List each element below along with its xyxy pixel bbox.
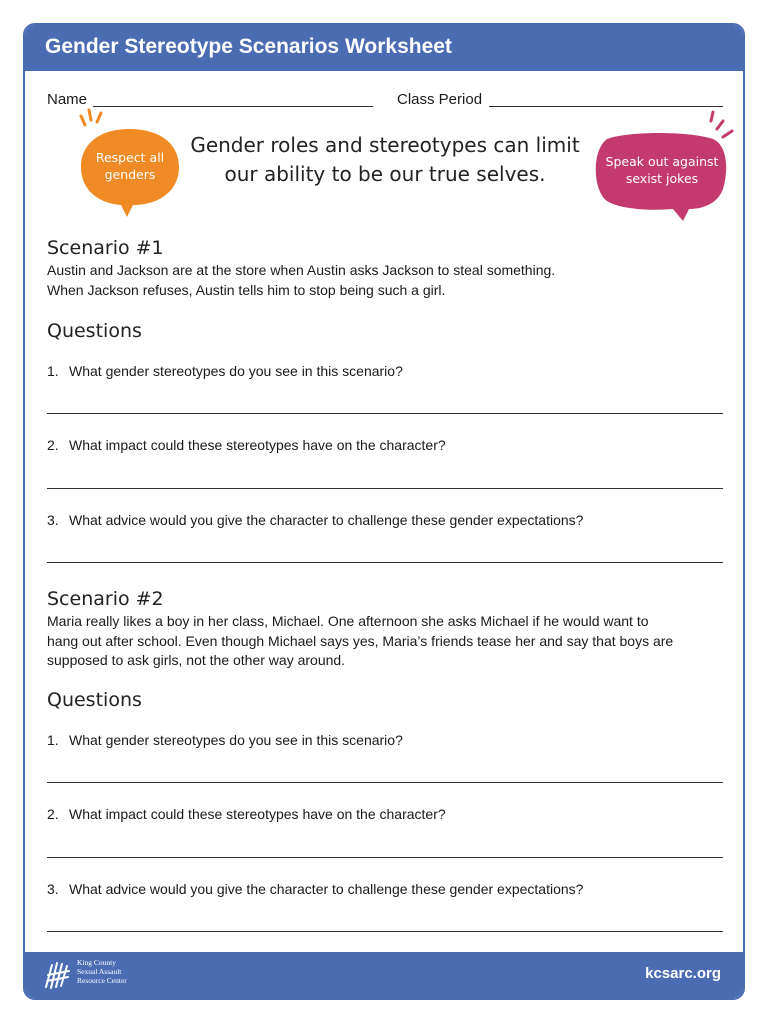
question-number: 1. [47,732,59,748]
speak-out-bubble-text [589,153,735,187]
respect-bubble-text [75,149,185,183]
respect-line2: genders [104,167,156,182]
class-period-field[interactable] [489,106,723,107]
scenario-1-text-line: Austin and Jackson are at the store when Austin asks Jackson to steal something. [47,262,556,278]
scenario-2-text-line: supposed to ask girls, not the other way around. [47,652,346,668]
org-name [77,958,127,985]
scenario-2-question-2 [47,806,446,822]
scenario-1-text-line: When Jackson refuses, Austin tells him to stop being such a girl. [47,281,446,298]
org-name-line: King County [77,958,116,967]
scenario-1-question-2 [47,437,446,453]
header-bar [25,25,743,71]
website-link[interactable]: kcsarc.org [645,965,721,982]
respect-bubble [75,107,185,219]
speak-out-line1: Speak out against [605,154,719,169]
scenario-1-questions-heading: Questions [47,320,142,342]
scenario-2-question-1 [47,732,403,748]
question-number: 3. [47,881,59,897]
scenario-1-answer-3[interactable] [47,562,723,563]
scenario-1-answer-1[interactable] [47,413,723,414]
scenario-1-question-3 [47,512,583,528]
scenario-2-title: Scenario #2 [47,588,164,610]
question-text: What gender stereotypes do you see in this scenario? [69,732,403,748]
question-text: What gender stereotypes do you see in this scenario? [69,363,403,379]
speak-out-line2: sexist jokes [625,171,699,186]
tagline-line1: Gender roles and stereotypes can limit [190,133,580,157]
scenario-2-questions-heading: Questions [47,689,142,711]
scenario-2-answer-3[interactable] [47,931,723,932]
question-text: What impact could these stereotypes have on the character? [69,806,446,822]
scenario-2-answer-1[interactable] [47,782,723,783]
scenario-2-question-3 [47,881,583,897]
class-period-label: Class Period [397,91,483,108]
question-number: 3. [47,512,59,528]
respect-line1: Respect all [95,150,165,165]
footer-bar [25,952,743,998]
page-title: Gender Stereotype Scenarios Worksheet [45,35,452,58]
org-name-line: Sexual Assault [77,967,122,976]
scenario-2-text-line: Maria really likes a boy in her class, Michael. One afternoon she asks Michael if he would want to [47,613,649,629]
worksheet-page [23,23,745,1000]
tagline-line2: our ability to be our true selves. [224,162,546,186]
name-label: Name [47,91,88,108]
question-number: 2. [47,806,59,822]
tagline [175,131,595,189]
scenario-1-title: Scenario #1 [47,237,164,259]
org-name-line: Resource Center [77,976,127,985]
question-text: What impact could these stereotypes have on the character? [69,437,446,453]
question-text: What advice would you give the character to challenge these gender expectations? [69,512,584,528]
kcsarc-logo-icon [43,959,73,991]
scenario-2-answer-2[interactable] [47,857,723,858]
scenario-2-text [47,612,727,671]
question-number: 2. [47,437,59,453]
question-text: What advice would you give the character to challenge these gender expectations? [69,881,584,897]
question-number: 1. [47,363,59,379]
scenario-1-question-1 [47,363,403,379]
scenario-1-text [47,261,727,300]
speak-out-bubble [589,109,735,223]
scenario-1-answer-2[interactable] [47,488,723,489]
scenario-2-text-line: hang out after school. Even though Michael says yes, Maria’s friends tease her and say that boys are [47,632,674,649]
